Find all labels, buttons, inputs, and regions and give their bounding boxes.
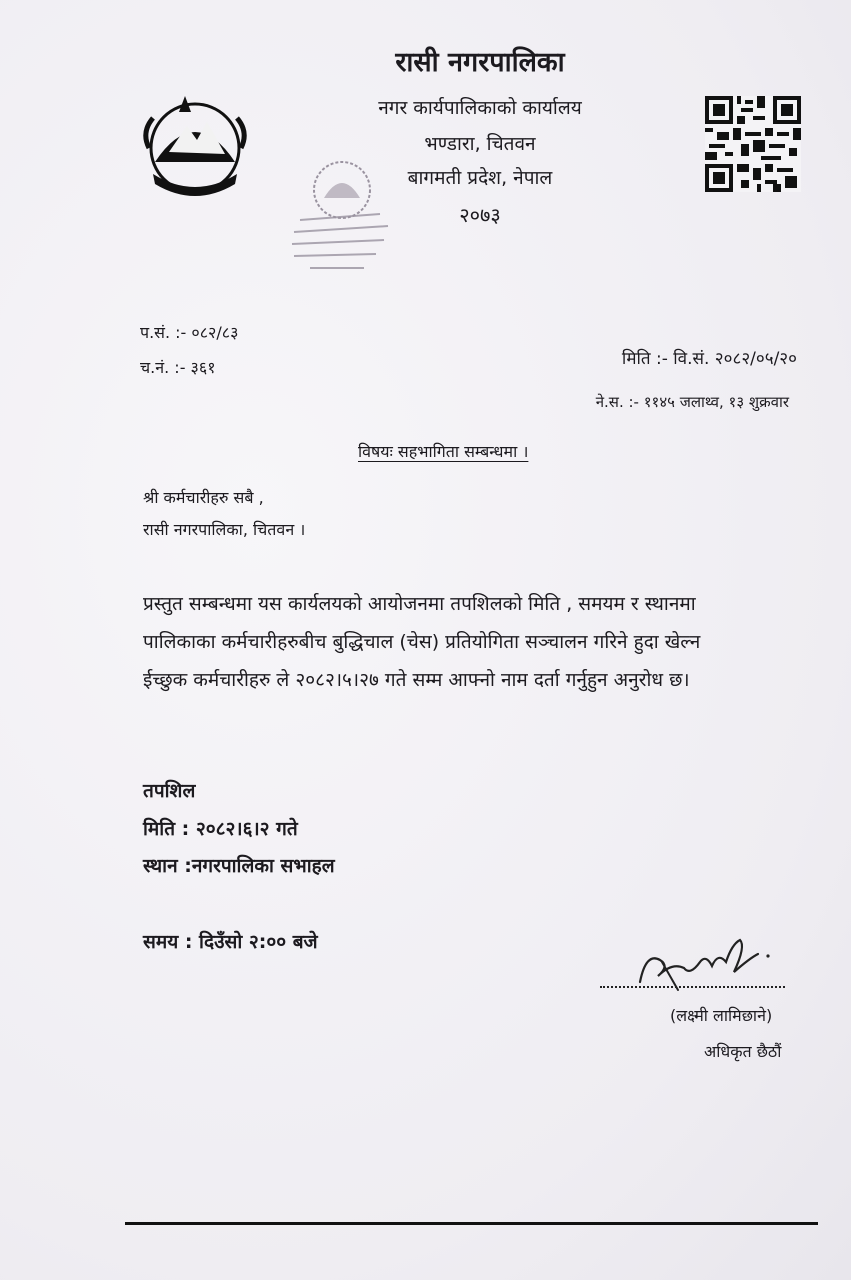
body-line-3: ईच्छुक कर्मचारीहरु ले २०८२।५।२७ गते सम्म आफ्नो नाम दर्ता गर्नुहुन अनुरोध छ। bbox=[143, 669, 690, 691]
signatory-designation: अधिकृत छैठौं bbox=[704, 1042, 782, 1061]
signatory-name: (लक्ष्मी लामिछाने) bbox=[670, 1006, 773, 1025]
municipality-title: रासी नगरपालिका bbox=[395, 47, 565, 78]
patra-sankhya: प.सं. :- ०८२/८३ bbox=[140, 323, 239, 342]
date-ns: ने.स. :- ११४५ जलाथ्व, १३ शुक्रवार bbox=[595, 393, 789, 411]
signature-icon bbox=[600, 932, 775, 992]
recipient-line-1: श्री कर्मचारीहरु सबै , bbox=[143, 488, 264, 507]
event-date: मिति : २०८२।६।२ गते bbox=[143, 818, 298, 840]
signature-line bbox=[600, 986, 785, 988]
chalani-number: च.नं. :- ३६१ bbox=[140, 358, 216, 377]
event-venue: स्थान :नगरपालिका सभाहल bbox=[143, 855, 335, 877]
date-bs: मिति :- वि.सं. २०८२/०५/२० bbox=[621, 349, 797, 369]
office-province: बागमती प्रदेश, नेपाल bbox=[407, 167, 553, 189]
body-line-2: पालिकाका कर्मचारीहरुबीच बुद्धिचाल (चेस) प्रतियोगिता सञ्चालन गरिने हुदा खेल्न bbox=[143, 631, 701, 653]
establishment-year: २०७३ bbox=[459, 203, 501, 227]
office-address: भण्डारा, चितवन bbox=[424, 133, 536, 155]
footer-divider bbox=[125, 1222, 818, 1225]
letter-subject: विषयः सहभागिता सम्बन्धमा । bbox=[358, 442, 529, 461]
office-name: नगर कार्यपालिकाको कार्यालय bbox=[378, 97, 582, 119]
event-time: समय : दिउँसो २:०० बजे bbox=[143, 931, 318, 953]
body-line-1: प्रस्तुत सम्बन्धमा यस कार्यलयको आयोजनमा तपशिलको मिति , समयम र स्थानमा bbox=[143, 593, 696, 615]
recipient-line-2: रासी नगरपालिका, चितवन । bbox=[143, 520, 306, 539]
details-heading: तपशिल bbox=[143, 780, 196, 802]
